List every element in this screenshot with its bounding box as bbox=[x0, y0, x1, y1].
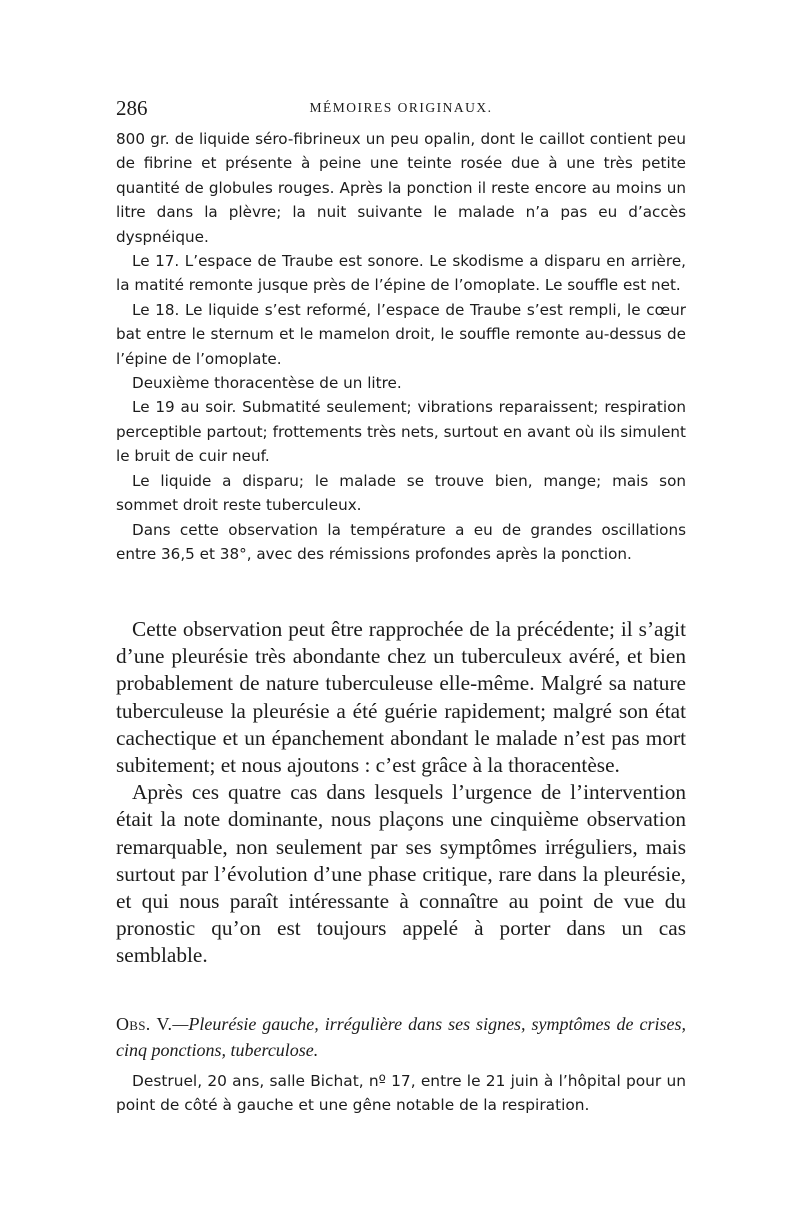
case-note-paragraph: Le 17. L’espace de Traube est sonore. Le skodisme a disparu en arrière, la matité remonte jusque près de l’épine de l’omoplate. Le souffle est net. bbox=[116, 252, 686, 295]
case-note-paragraph: Le liquide a disparu; le malade se trouve bien, mange; mais son sommet droit reste tuberculeux. bbox=[116, 471, 686, 515]
observation-block bbox=[116, 1012, 686, 1118]
observation-title: —Pleurésie gauche, irrégulière dans ses signes, symptômes de crises, cinq ponctions, tuberculose. bbox=[116, 1014, 686, 1060]
observation-label: Obs. V. bbox=[116, 1014, 173, 1034]
observation-heading bbox=[116, 1012, 686, 1063]
case-notes-block bbox=[116, 127, 686, 566]
commentary-paragraph: Après ces quatre cas dans lesquels l’urgence de l’intervention était la note dominante, nous plaçons une cinquième observation remarquable, non seulement par ses symptômes irréguliers, mais surtout par l’évolution d’une phase critique, rare dans la pleurésie, et qui nous paraît intéressante à connaître au point de vue du pronostic qu’on est toujours appelé à porter dans un cas semblable. bbox=[116, 780, 686, 968]
case-note-paragraph: Dans cette observation la température a eu de grandes oscillations entre 36,5 et 38°, avec des rémissions profondes après la ponction. bbox=[116, 520, 686, 563]
case-note-paragraph: Le 19 au soir. Submatité seulement; vibrations reparaissent; respiration perceptible partout; frottements très nets, surtout en avant où ils simulent le bruit de cuir neuf. bbox=[116, 398, 686, 466]
page-number: 286 bbox=[116, 96, 148, 120]
observation-body: Destruel, 20 ans, salle Bichat, nº 17, entre le 21 juin à l’hôpital pour un point de côté à gauche et une gêne notable de la respiration. bbox=[116, 1072, 686, 1115]
case-note-paragraph: Deuxième thoracentèse de un litre. bbox=[132, 374, 402, 393]
case-note-paragraph: Le 18. Le liquide s’est reformé, l’espace de Traube s’est rempli, le cœur bat entre le sternum et le mamelon droit, le souffle remonte au-dessus de l’épine de l’omoplate. bbox=[116, 300, 686, 368]
commentary-block bbox=[116, 616, 686, 970]
case-note-paragraph: 800 gr. de liquide séro-fibrineux un peu opalin, dont le caillot contient peu de fibrine et présente à peine une teinte rosée due à une très petite quantité de globules rouges. Après la ponction il reste encore au moins un litre dans la plèvre; la nuit suivante le malade n’a pas eu d’accès dyspnéique. bbox=[116, 130, 686, 246]
page-header bbox=[116, 96, 686, 126]
running-title: MÉMOIRES ORIGINAUX. bbox=[309, 100, 493, 115]
commentary-paragraph: Cette observation peut être rapprochée de la précédente; il s’agit d’une pleurésie très abondante chez un tuberculeux avéré, et bien probablement de nature tuberculeuse elle-même. Malgré sa nature tuberculeuse la pleurésie a été guérie rapidement; malgré son état cachectique et un épanchement abondant le malade n’est pas mort subitement; et nous ajoutons : c’est grâce à la thoracentèse. bbox=[116, 617, 686, 778]
